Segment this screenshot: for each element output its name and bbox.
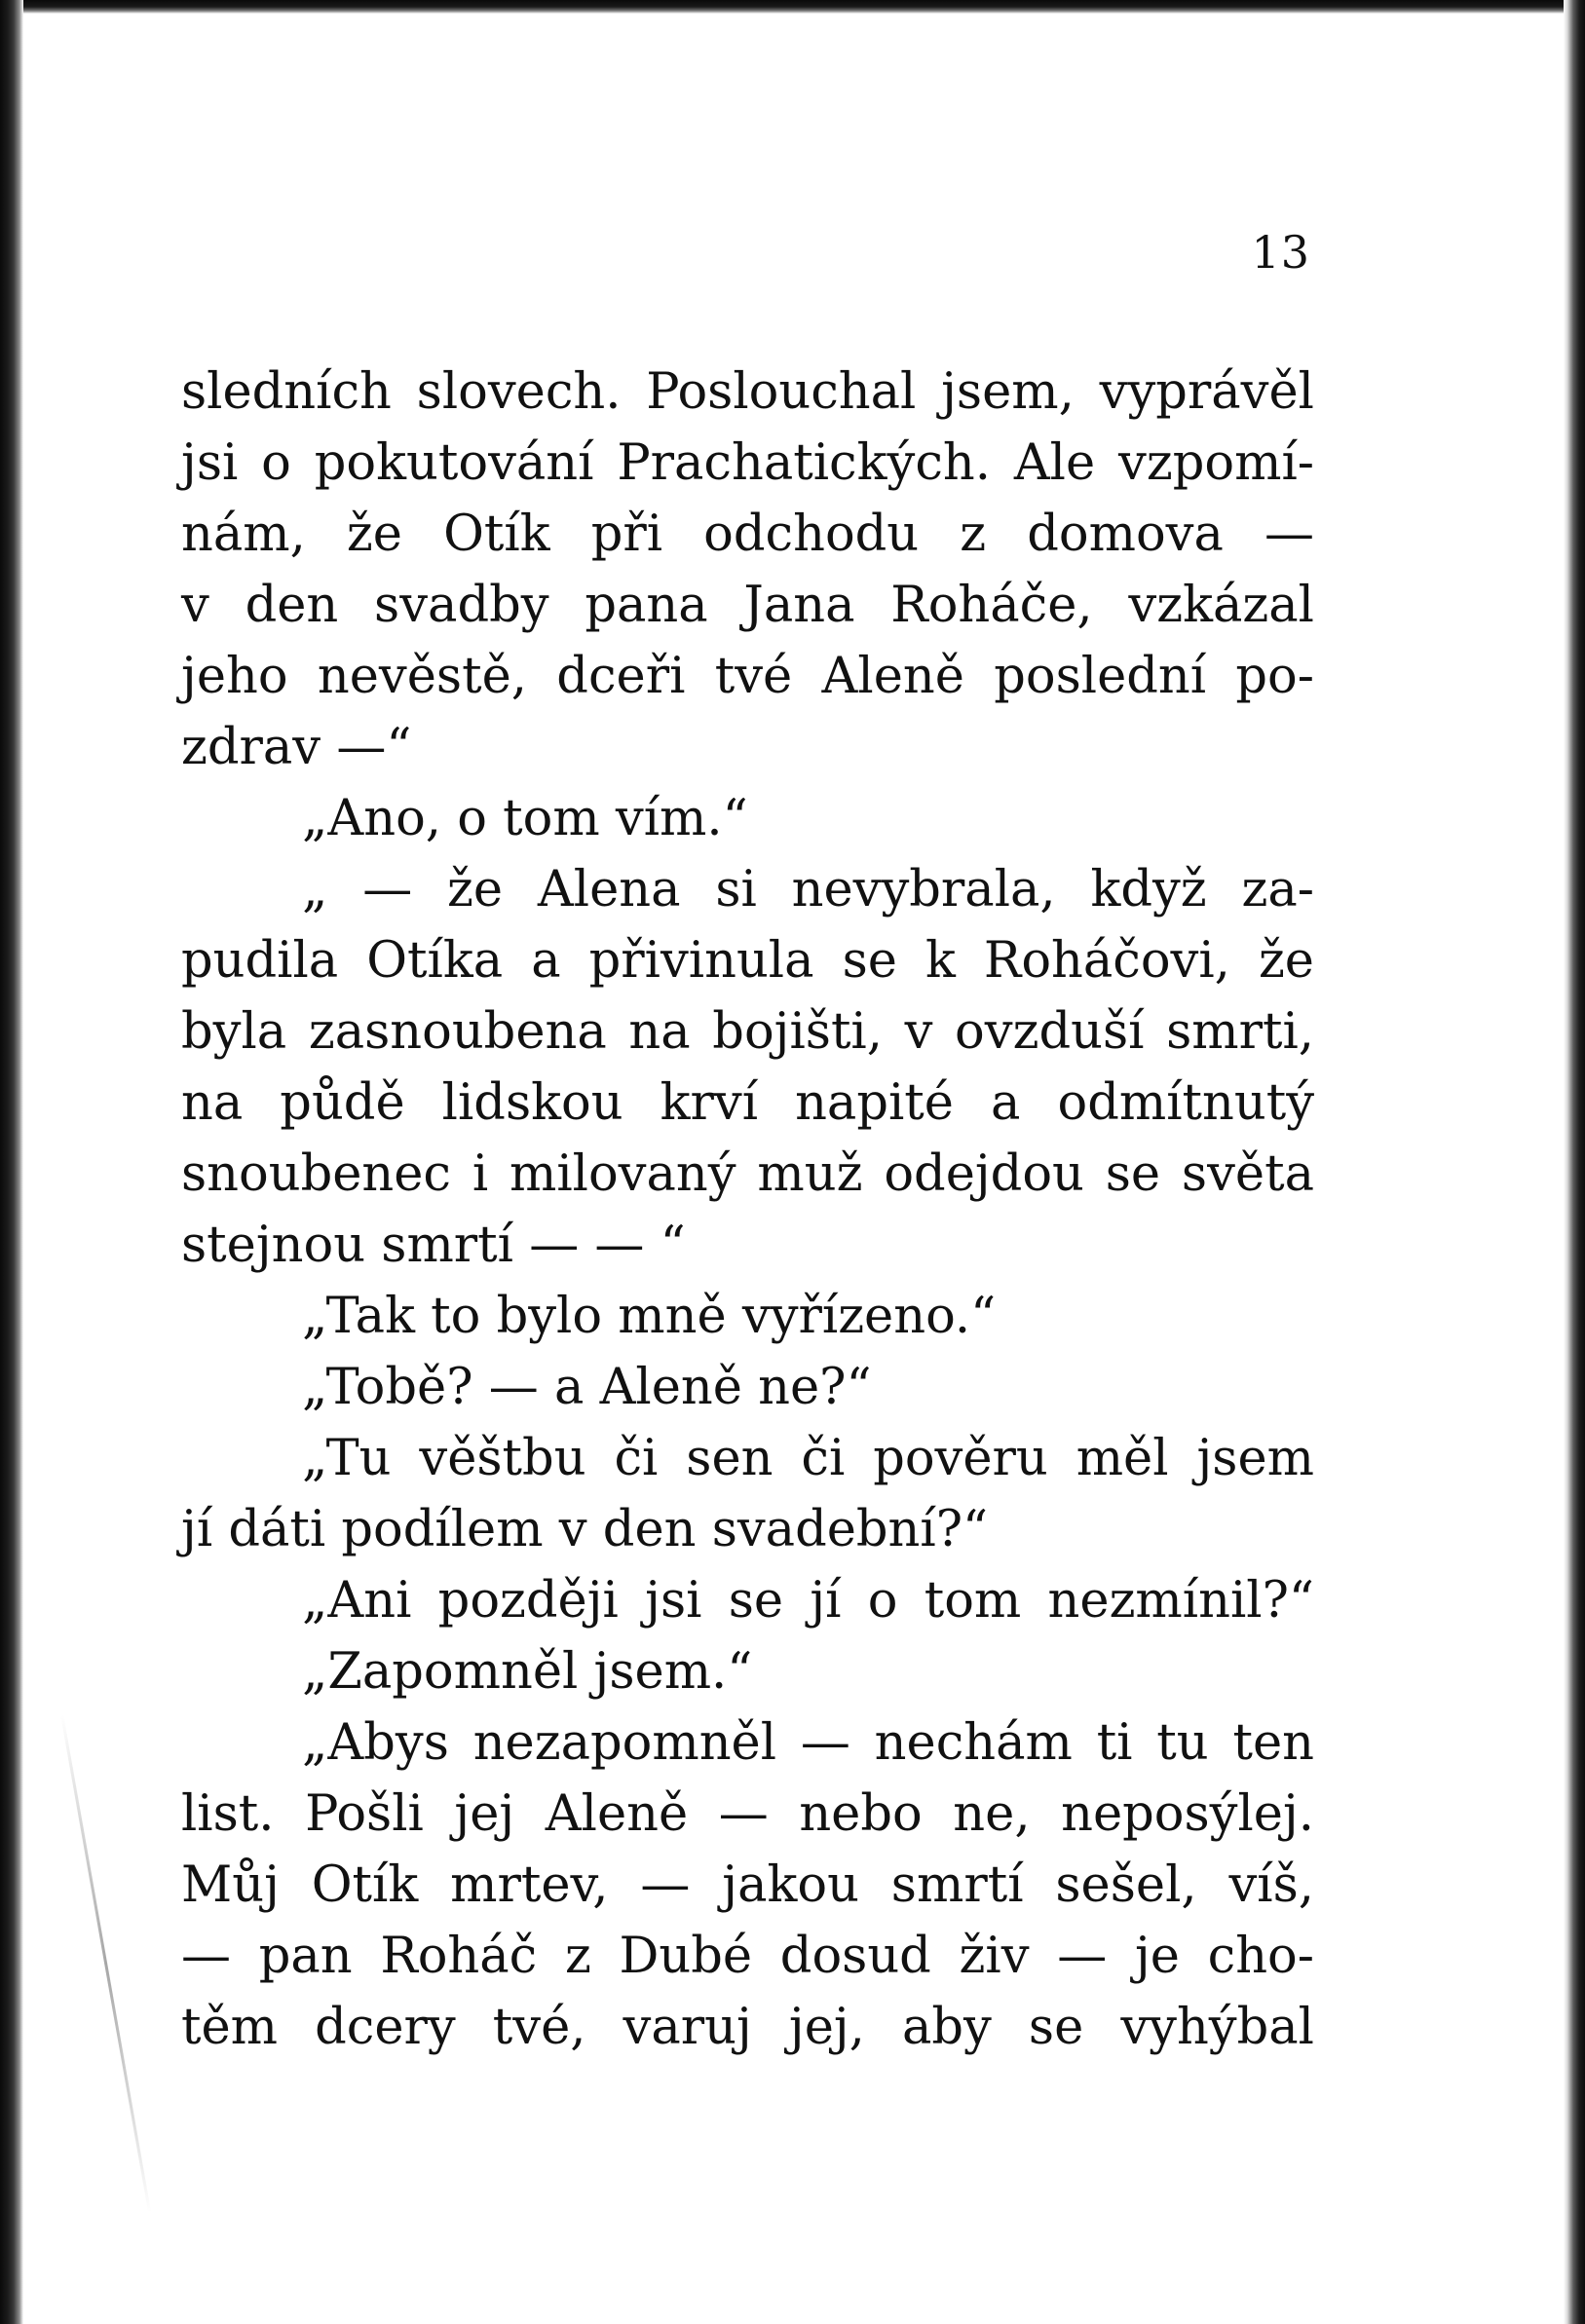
text-line: stejnou smrtí — — “ xyxy=(181,1217,686,1274)
text-line: „Ano, o tom vím.“ xyxy=(302,790,748,847)
text-line: byla zasnoubena na bojišti, v ovzduší smrti, xyxy=(181,1003,1314,1061)
text-line: v den svadby pana Jana Roháče, vzkázal xyxy=(181,577,1314,634)
text-line: „Ani později jsi se jí o tom nezmínil?“ xyxy=(302,1572,1314,1630)
text-line: sledních slovech. Poslouchal jsem, vyprávěl xyxy=(181,363,1314,421)
text-line: Můj Otík mrtev, — jakou smrtí sešel, víš, xyxy=(181,1856,1314,1914)
scan-fold-line xyxy=(60,1713,151,2213)
scan-left-edge xyxy=(0,0,23,2324)
text-line: zdrav —“ xyxy=(181,719,412,776)
text-line: „Tobě? — a Aleně ne?“ xyxy=(302,1359,872,1416)
page-number: 13 xyxy=(1251,226,1310,279)
text-line: těm dcery tvé, varuj jej, aby se vyhýbal xyxy=(181,1999,1314,2056)
text-line: „Zapomněl jsem.“ xyxy=(302,1643,753,1701)
text-line: „Tu věštbu či sen či pověru měl jsem xyxy=(302,1430,1314,1487)
body-text xyxy=(181,356,1314,2063)
text-line: — pan Roháč z Dubé dosud živ — je cho- xyxy=(181,1928,1314,1985)
text-line: na půdě lidskou krví napité a odmítnutý xyxy=(181,1074,1314,1132)
text-line: nám, že Otík při odchodu z domova — xyxy=(181,506,1314,563)
scan-top-edge xyxy=(0,0,1585,14)
text-line: jí dáti podílem v den svadební?“ xyxy=(181,1501,989,1558)
text-line: snoubenec i milovaný muž odejdou se světa xyxy=(181,1145,1314,1203)
text-line: jeho nevěstě, dceři tvé Aleně poslední po- xyxy=(181,648,1314,705)
text-line: jsi o pokutování Prachatických. Ale vzpomí- xyxy=(181,434,1314,492)
scan-right-edge xyxy=(1564,0,1585,2324)
text-line: pudila Otíka a přivinula se k Roháčovi, že xyxy=(181,932,1314,990)
text-line: list. Pošli jej Aleně — nebo ne, neposýlej. xyxy=(181,1785,1314,1843)
text-line: „Abys nezapomněl — nechám ti tu ten xyxy=(302,1714,1314,1772)
text-line: „ — že Alena si nevybrala, když za- xyxy=(302,861,1314,918)
text-line: „Tak to bylo mně vyřízeno.“ xyxy=(302,1288,997,1345)
